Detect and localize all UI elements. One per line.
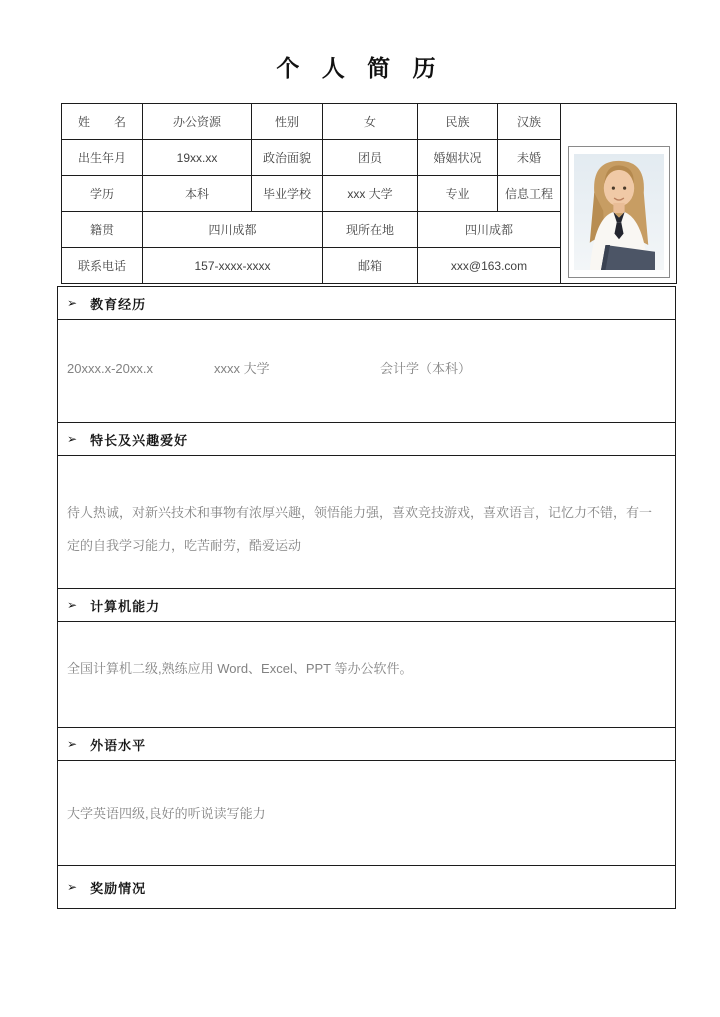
email-label: 邮箱 (323, 248, 418, 284)
graduate-school-value: xxx 大学 (323, 176, 418, 212)
section-title-awards: 奖励情况 (90, 880, 147, 896)
section-body-computer: 全国计算机二级,熟练应用 Word、Excel、PPT 等办公软件。 (57, 621, 676, 728)
arrow-bullet-icon: ➢ (67, 737, 78, 751)
education-level-value: 本科 (143, 176, 252, 212)
political-status-value: 团员 (323, 140, 418, 176)
resume-body (57, 103, 676, 909)
section-header-computer (57, 588, 676, 622)
native-place-label: 籍贯 (62, 212, 143, 248)
name-value: 办公资源 (143, 104, 252, 140)
section-body-education (57, 319, 676, 423)
page-title: 个 人 简 历 (276, 55, 444, 81)
education-period: 20xxx.x-20xx.x (67, 361, 153, 376)
major-label: 专业 (418, 176, 498, 212)
marital-status-label: 婚姻状况 (418, 140, 498, 176)
portrait-photo-illustration (574, 154, 664, 270)
arrow-bullet-icon: ➢ (67, 598, 78, 612)
arrow-bullet-icon: ➢ (67, 432, 78, 446)
ethnicity-value: 汉族 (498, 104, 561, 140)
section-body-language: 大学英语四级,良好的听说读写能力 (57, 760, 676, 866)
gender-value: 女 (323, 104, 418, 140)
ethnicity-label: 民族 (418, 104, 498, 140)
name-label: 姓 名 (62, 104, 143, 140)
graduate-school-label: 毕业学校 (252, 176, 323, 212)
section-header-language (57, 727, 676, 761)
section-header-education (57, 286, 676, 320)
political-status-label: 政治面貌 (252, 140, 323, 176)
current-location-label: 现所在地 (323, 212, 418, 248)
marital-status-value: 未婚 (498, 140, 561, 176)
education-school: xxxx 大学 (214, 361, 270, 376)
section-title-language: 外语水平 (90, 737, 147, 753)
phone-label: 联系电话 (62, 248, 143, 284)
section-title-strengths: 特长及兴趣爱好 (90, 432, 189, 448)
section-body-strengths: 待人热诚，对新兴技术和事物有浓厚兴趣，领悟能力强，喜欢竞技游戏，喜欢语言，记忆力不错，有一定的自我学习能力，吃苦耐劳，酷爱运动 (57, 455, 676, 589)
phone-value: 157-xxxx-xxxx (143, 248, 323, 284)
portrait-photo (568, 146, 670, 278)
arrow-bullet-icon: ➢ (67, 296, 78, 310)
current-location-value: 四川成都 (418, 212, 561, 248)
birthdate-label: 出生年月 (62, 140, 143, 176)
birthdate-value: 19xx.xx (143, 140, 252, 176)
section-title-education: 教育经历 (90, 296, 147, 312)
native-place-value: 四川成都 (143, 212, 323, 248)
major-value: 信息工程 (498, 176, 561, 212)
personal-info-table (61, 103, 677, 284)
section-header-awards (57, 865, 676, 909)
education-level-label: 学历 (62, 176, 143, 212)
section-header-strengths (57, 422, 676, 456)
section-title-computer: 计算机能力 (90, 598, 161, 614)
table-row (62, 104, 677, 140)
email-value: xxx@163.com (418, 248, 561, 284)
photo-cell (561, 104, 677, 284)
arrow-bullet-icon: ➢ (67, 880, 78, 894)
gender-label: 性别 (252, 104, 323, 140)
education-major: 会计学（本科） (380, 361, 472, 376)
